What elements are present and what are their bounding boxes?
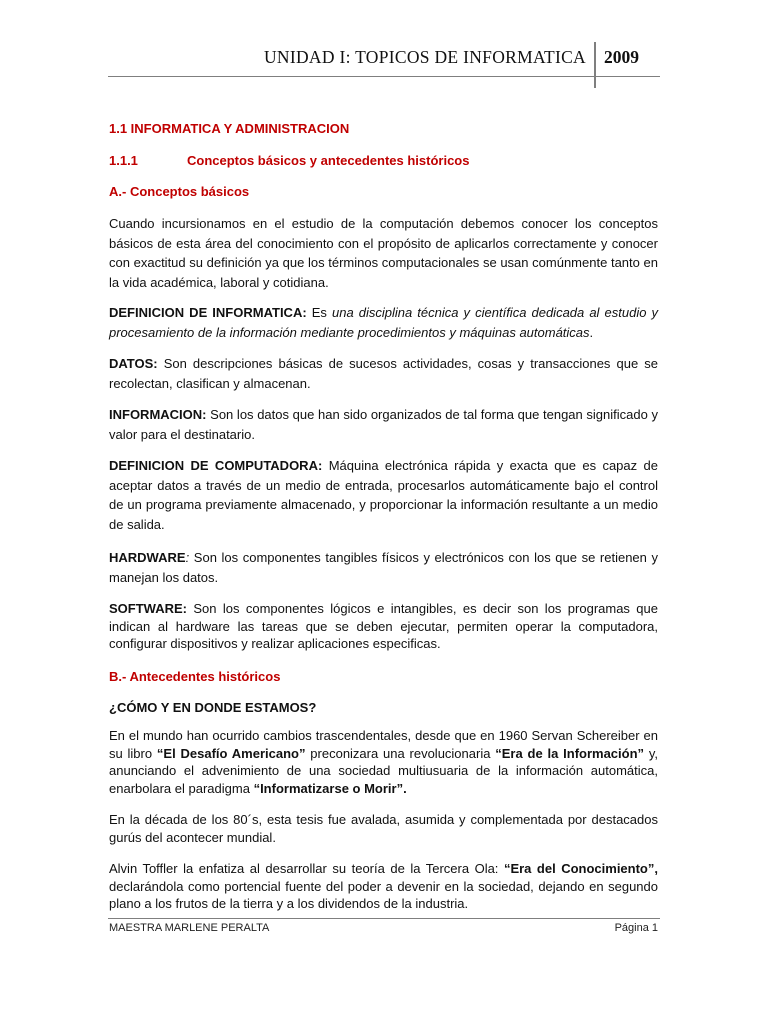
question-heading: ¿CÓMO Y EN DONDE ESTAMOS? xyxy=(109,700,317,715)
definition-text: una disciplina técnica y científica dedicada al estudio y procesamiento de la información mediante procedimientos y máquinas automáticas xyxy=(109,305,659,340)
text-run: Alvin Toffler la enfatiza al desarrollar su teoría de la Tercera Ola: xyxy=(109,861,499,876)
section-heading-1-1-1 xyxy=(109,153,469,168)
book-title: “El Desafío Americano” xyxy=(156,745,306,761)
definition-text: Máquina electrónica rápida y exacta que es capaz de aceptar datos a través de un medio de entrada, procesarlos automáticamente bajo el control de un programa previamente almacenado, y proporcionar la información resultante a un medio de salida. xyxy=(109,458,658,532)
definition-text: Son descripciones básicas de sucesos actividades, cosas y transacciones que se recolectan, clasifican y almacenan. xyxy=(109,356,658,391)
quote-paradigm: “Informatizarse o Morir”. xyxy=(253,780,407,796)
definition-end: . xyxy=(589,324,594,340)
text-run: declarándola como portencial fuente del poder a devenir en la sociedad, dejando en segundo plano a los frutos de la tierra y a los dividendos de la industria. xyxy=(109,878,658,911)
header-year: 2009 xyxy=(604,47,639,67)
definition-text: Son los componentes tangibles físicos y electrónicos con los que se retienen y manejan los datos. xyxy=(109,550,658,585)
section-heading-b: B.- Antecedentes históricos xyxy=(109,669,281,684)
term-label: DATOS: xyxy=(109,356,158,371)
term-label: SOFTWARE: xyxy=(109,601,187,616)
history-paragraph-2: En la década de los 80´s, esta tesis fue avalada, asumida y complementada por destacados gurús del acontecer mundial. xyxy=(109,812,658,845)
quote-era-conocimiento: “Era del Conocimiento”, xyxy=(503,861,658,876)
header-divider xyxy=(594,42,596,88)
term-label: DEFINICION DE COMPUTADORA: xyxy=(109,458,323,473)
header-title: UNIDAD I: TOPICOS DE INFORMATICA xyxy=(263,47,586,67)
header-rule xyxy=(108,76,660,77)
footer-page-number: Página 1 xyxy=(614,922,658,934)
section-heading-a: A.- Conceptos básicos xyxy=(109,184,250,199)
section-heading-1-1: 1.1 INFORMATICA Y ADMINISTRACION xyxy=(109,121,350,136)
term-colon: : xyxy=(185,550,190,565)
text-run: En el mundo han ocurrido cambios trascendentales, desde que en 1960 Servan Schereiber en su libro xyxy=(109,728,658,761)
term-label: INFORMACION: xyxy=(109,407,207,422)
footer-author: MAESTRA MARLENE PERALTA xyxy=(109,922,270,934)
section-title: Conceptos básicos y antecedentes históricos xyxy=(187,153,470,168)
definition-datos xyxy=(109,354,658,393)
term-label: HARDWARE xyxy=(109,550,186,565)
definition-informatica xyxy=(109,303,658,342)
section-number: 1.1.1 xyxy=(109,153,138,168)
definition-computadora xyxy=(109,456,658,534)
intro-paragraph: Cuando incursionamos en el estudio de la computación debemos conocer los conceptos básicos de esta área del conocimiento con el propósito de aplicarlos correctamente y conocer con exactitud su definición ya que los términos computacionales se usan comúnmente tanto en la vida académica, laboral y cotidiana. xyxy=(109,216,658,290)
definition-text: Son los componentes lógicos e intangibles, es decir son los programas que indican al hardware las tareas que se deben ejecutar, permiten operar la computadora, configurar dispositivos y realizar aplicaciones especificas. xyxy=(109,601,658,651)
term-label: DEFINICION DE INFORMATICA: xyxy=(109,305,307,320)
definition-hardware xyxy=(109,548,658,587)
definition-informacion xyxy=(109,405,658,444)
text-run: preconizara una revolucionaria xyxy=(310,745,491,761)
text-run: y, anunciando el advenimiento de una sociedad multiusuaria de la información automática, enarbolara el paradigma xyxy=(109,745,658,796)
definition-lead: Es xyxy=(311,305,327,320)
definition-software xyxy=(109,600,658,653)
definition-text: Son los datos que han sido organizados de tal forma que tengan significado y valor para el destinatario. xyxy=(109,407,658,442)
history-paragraph-1 xyxy=(109,727,658,797)
quote-era-informacion: “Era de la Información” xyxy=(495,745,645,761)
history-paragraph-3 xyxy=(109,860,658,913)
footer-rule xyxy=(108,918,660,919)
